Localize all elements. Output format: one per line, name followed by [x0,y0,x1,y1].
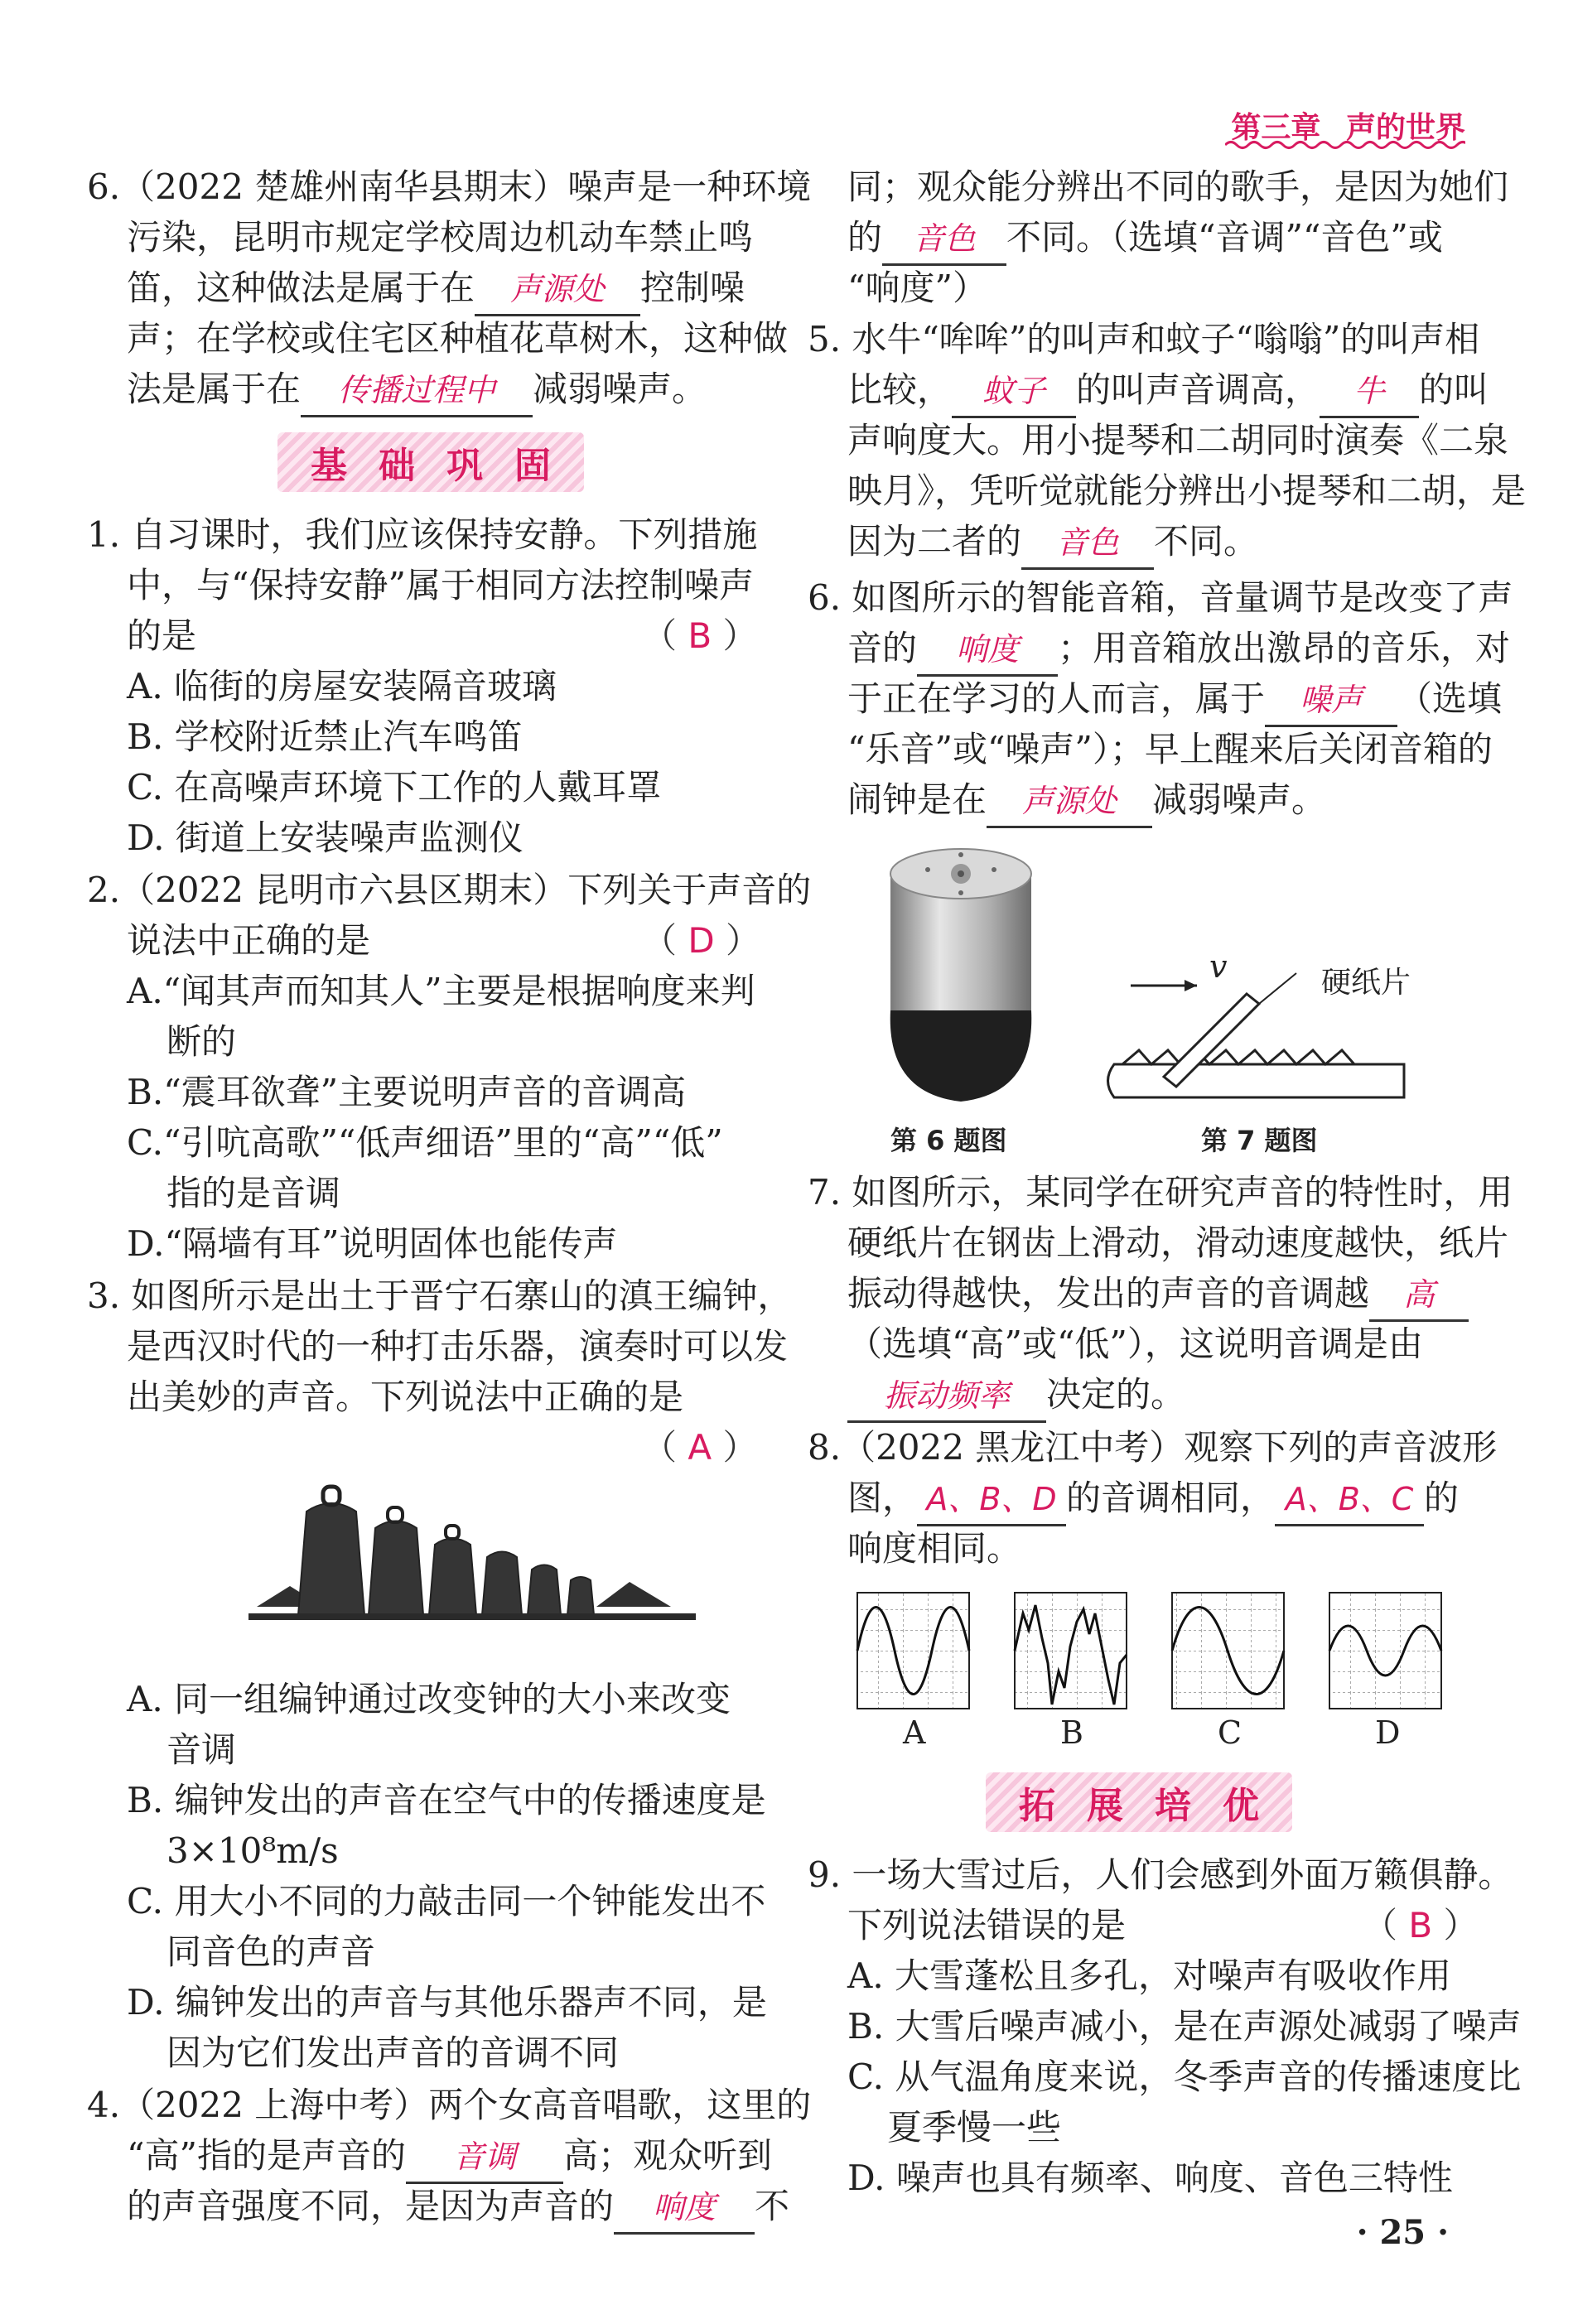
q3-option-a: A. 同一组编钟通过改变钟的大小来改变 [127,1679,731,1719]
q3-option-b-cont: 3×10⁸m/s [166,1830,339,1871]
q6r-line1: 6. 如图所示的智能音箱，音量调节是改变了声 [808,577,1513,618]
q4-line5 [847,213,1443,266]
q4-line2 [127,2131,772,2184]
q5-line2 [847,365,1489,418]
text: 决定的。 [1046,1374,1186,1415]
wave-label-b: B [1060,1714,1083,1751]
answer-blank: 噪声 [1265,675,1397,727]
section-banner-basic [277,432,584,492]
banner-char: 础 [379,445,415,487]
q4-line4: 同；观众能分辨出不同的歌手，是因为她们 [847,166,1509,207]
q2-answer: （ D ） [642,920,761,961]
q3-option-c-cont: 同音色的声音 [166,1931,376,1972]
q4-line3 [127,2182,789,2235]
text: 于正在学习的人而言，属于 [847,678,1266,719]
q9-line1: 9. 一场大雪过后，人们会感到外面万籁俱静。 [808,1854,1513,1895]
q9-option-a: A. 大雪蓬松且多孔，对噪声有吸收作用 [847,1955,1452,1996]
q9-option-b: B. 大雪后噪声减小，是在声源处减弱了噪声 [847,2006,1522,2047]
q7-line3 [847,1269,1469,1322]
banner-char: 优 [1223,1785,1259,1827]
answer-blank: 声源处 [475,264,640,316]
q2-option-d: D.“隔墙有耳”说明固体也能传声 [127,1223,618,1264]
text: 的音调相同， [1066,1478,1276,1518]
q3-line3: 出美妙的声音。下列说法中正确的是 [127,1377,684,1417]
text: （选填 [1397,678,1503,719]
q4-line6: “响度”） [847,268,987,308]
text: ；用音箱放出激昂的音乐，对 [1058,628,1511,668]
fig6-caption: 第 6 题图 [890,1125,1007,1156]
velocity-label: v [1209,948,1228,985]
smart-speaker-figure [878,845,1044,1110]
answer-blank: 振动频率 [847,1371,1046,1423]
wave-label-a: A [903,1714,926,1751]
text: 不 [755,2186,790,2226]
q7-line5 [847,1370,1185,1423]
q1-option-d: D. 街道上安装噪声监测仪 [127,817,524,858]
text: 笛，这种做法是属于在 [127,268,475,308]
q6l-line4: 声；在学校或住宅区种植花草树木，这种做 [127,318,789,359]
q5-line1: 5. 水牛“哞哞”的叫声和蚊子“嗡嗡”的叫声相 [808,319,1480,359]
waveform-b [1015,1593,1127,1709]
banner-char: 培 [1155,1785,1191,1827]
wave-label-d: D [1375,1714,1401,1751]
q7-line4: （选填“高”或“低”），这说明音调是由 [847,1324,1423,1364]
q1-line1: 1. 自习课时，我们应该保持安静。下列措施 [87,514,758,555]
q6l-line1: 6.（2022 楚雄州南华县期末）噪声是一种环境 [87,166,812,207]
q9-option-d: D. 噪声也具有频率、响度、音色三特性 [847,2158,1453,2198]
q3-answer: （ A ） [642,1427,758,1468]
answer-blank: 传播过程中 [301,365,533,417]
cardboard-label: 硬纸片 [1321,966,1411,1000]
q2-option-c-cont: 指的是音调 [166,1173,341,1213]
q1-option-a: A. 临街的房屋安装隔音玻璃 [127,666,557,706]
q1-option-c: C. 在高噪声环境下工作的人戴耳罩 [127,767,662,808]
q2-option-b: B.“震耳欲聋”主要说明声音的音调高 [127,1072,687,1112]
banner-char: 固 [514,445,551,487]
answer-blank: 牛 [1320,366,1419,418]
q6r-line3 [847,674,1502,727]
q3-option-d: D. 编钟发出的声音与其他乐器声不同，是 [127,1982,767,2023]
q3-option-c: C. 用大小不同的力敲击同一个钟能发出不 [127,1881,766,1921]
q3-line2: 是西汉时代的一种打击乐器，演奏时可以发 [127,1326,789,1367]
text: 音的 [847,628,918,668]
q3-option-b: B. 编钟发出的声音在空气中的传播速度是 [127,1780,766,1820]
q1-option-b: B. 学校附近禁止汽车鸣笛 [127,716,523,757]
text: 振动得越快，发出的声音的音调越 [847,1273,1370,1314]
q2-line2: 说法中正确的是 [127,920,371,961]
q2-option-c: C.“引吭高歌”“低声细语”里的“高”“低” [127,1122,723,1163]
q8-line3: 响度相同。 [847,1528,1022,1569]
banner-char: 拓 [1019,1785,1055,1827]
q2-line1: 2.（2022 昆明市六县区期末）下列关于声音的 [87,870,812,910]
section-banner-advanced [986,1772,1292,1832]
text: 高；观众听到 [562,2135,772,2176]
answer-blank: 响度 [614,2182,755,2235]
answer-blank: 响度 [917,624,1058,677]
text: 因为二者的 [847,521,1022,562]
q6r-line2 [847,624,1510,677]
fig7-caption: 第 7 题图 [1201,1125,1318,1156]
q8-line2 [847,1473,1459,1526]
answer-blank: A、B、D [917,1474,1066,1526]
q4-line1: 4.（2022 上海中考）两个女高音唱歌，这里的 [87,2085,812,2125]
text: 控制噪 [640,268,745,308]
waveform-c [1172,1593,1284,1709]
waveform-a [857,1593,969,1709]
text: 减弱噪声。 [533,369,707,409]
q6l-line5 [127,364,707,417]
q2-option-a-cont: 断的 [166,1021,237,1062]
text: 的 [1424,1478,1460,1518]
bianzhong-bells-figure [240,1483,704,1623]
chapter-wave-decoration [1225,139,1465,151]
q3-option-a-cont: 音调 [166,1729,237,1770]
q2-option-a: A.“闻其声而知其人”主要是根据响度来判 [127,971,755,1011]
answer-blank: 高 [1369,1270,1469,1322]
text: 不同。（选填“音调”“音色”或 [1006,217,1443,258]
q5-line4: 映月》，凭听觉就能分辨出小提琴和二胡，是 [847,470,1527,511]
text: 图， [847,1478,918,1518]
answer-blank: 音色 [1021,518,1154,570]
chapter-number: 第三章 [1231,111,1321,145]
q3-option-d-cont: 因为它们发出声音的音调不同 [166,2032,620,2073]
answer-blank: 音色 [882,214,1006,266]
q7-line2: 硬纸片在钢齿上滑动，滑动速度越快，纸片 [847,1222,1509,1263]
q9-answer: （ B ） [1363,1905,1479,1946]
banner-char: 基 [311,445,347,487]
q5-line3: 声响度大。用小提琴和二胡同时演奏《二泉 [847,420,1509,460]
text: “高”指的是声音的 [127,2135,406,2176]
q6r-line5 [847,775,1326,828]
q9-option-c-cont: 夏季慢一些 [887,2107,1062,2148]
answer-choice: B [688,615,712,656]
text: 的声音强度不同，是因为声音的 [127,2186,615,2226]
page-number: · 25 · [1356,2213,1449,2252]
q9-line2: 下列说法错误的是 [847,1905,1127,1946]
q1-answer: （ B ） [642,615,758,656]
text: 减弱噪声。 [1152,779,1327,820]
text: 的 [847,217,883,258]
q3-line1: 3. 如图所示是出土于晋宁石寨山的滇王编钟， [87,1275,793,1316]
q7-line1: 7. 如图所示，某同学在研究声音的特性时，用 [808,1172,1513,1213]
chapter-name: 声的世界 [1345,111,1465,145]
answer-choice: B [1408,1905,1433,1946]
q8-line1: 8.（2022 黑龙江中考）观察下列的声音波形 [808,1427,1498,1468]
answer-blank: 音调 [406,2132,563,2184]
q5-line5 [847,517,1258,570]
q6l-line3 [127,263,745,316]
text: 法是属于在 [127,369,302,409]
banner-char: 巩 [446,445,483,487]
text: 的叫声音调高， [1076,369,1320,410]
answer-choice: A [688,1427,712,1468]
q1-line3: 的是 [127,615,197,656]
q6l-line2: 污染，昆明市规定学校周边机动车禁止鸣 [127,217,754,258]
wave-label-c: C [1218,1714,1242,1751]
banner-char: 展 [1087,1785,1123,1827]
answer-blank: 声源处 [987,776,1152,828]
text: 不同。 [1154,521,1259,562]
answer-blank: A、B、C [1275,1474,1424,1526]
waveform-d [1329,1593,1441,1709]
q1-line2: 中，与“保持安静”属于相同方法控制噪声 [127,565,754,605]
text: 闹钟是在 [847,779,987,820]
answer-blank: 蚊子 [952,366,1076,418]
q6r-line4: “乐音”或“噪声”）；早上醒来后关闭音箱的 [847,729,1493,769]
text: 的叫 [1419,369,1489,410]
waveform-figure [853,1589,1450,1713]
text: 比较， [847,369,953,410]
q9-option-c: C. 从气温角度来说，冬季声音的传播速度比 [847,2056,1522,2097]
answer-choice: D [688,920,715,961]
